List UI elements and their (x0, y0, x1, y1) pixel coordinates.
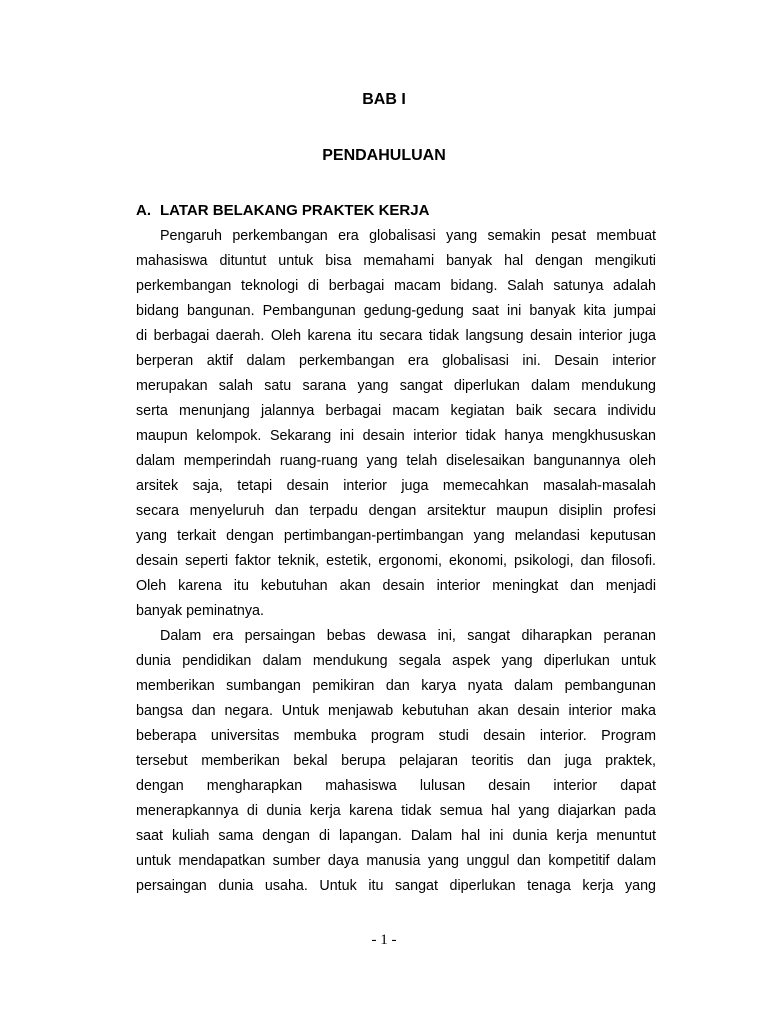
paragraph-line: desain seperti faktor teknik, estetik, ergonomi, ekonomi, psikologi, dan filosofi. (136, 553, 656, 569)
paragraph-line: memberikan sumbangan pemikiran dan karya nyata dalam pembangunan (136, 678, 656, 694)
paragraph-line: bidang bangunan. Pembangunan gedung-gedung saat ini banyak kita jumpai (136, 303, 656, 319)
paragraph-line: bangsa dan negara. Untuk menjawab kebutuhan akan desain interior maka (136, 703, 656, 719)
paragraph-line: di berbagai daerah. Oleh karena itu secara tidak langsung desain interior juga (136, 328, 656, 344)
paragraph-line: Oleh karena itu kebutuhan akan desain interior meningkat dan menjadi (136, 578, 656, 594)
paragraph-line: merupakan salah satu sarana yang sangat diperlukan dalam mendukung (136, 378, 656, 394)
paragraph-line: secara menyeluruh dan terpadu dengan arsitektur maupun disiplin profesi (136, 503, 656, 519)
section-title: LATAR BELAKANG PRAKTEK KERJA (160, 202, 430, 219)
section-number: A. (136, 202, 151, 219)
paragraph-line: untuk mendapatkan sumber daya manusia yang unggul dan kompetitif dalam (136, 853, 656, 869)
chapter-title: PENDAHULUAN (322, 147, 446, 164)
paragraph-line: Dalam era persaingan bebas dewasa ini, sangat diharapkan peranan (160, 628, 656, 644)
paragraph-line: menerapkannya di dunia kerja karena tidak semua hal yang diajarkan pada (136, 803, 656, 819)
paragraph-line: dalam memperindah ruang-ruang yang telah diselesaikan bangunannya oleh (136, 453, 656, 469)
paragraph-line: banyak peminatnya. (136, 603, 264, 619)
section-heading (136, 201, 656, 221)
paragraph-line: dunia pendidikan dalam mendukung segala aspek yang diperlukan untuk (136, 653, 656, 669)
paragraph-line: saat kuliah sama dengan di lapangan. Dalam hal ini dunia kerja menuntut (136, 828, 656, 844)
paragraph-line: berperan aktif dalam perkembangan era globalisasi ini. Desain interior (136, 353, 656, 369)
paragraph-line: dengan mengharapkan mahasiswa lulusan desain interior dapat (136, 778, 656, 794)
paragraph-line: mahasiswa dituntut untuk bisa memahami banyak hal dengan mengikuti (136, 253, 656, 269)
paragraph-line: perkembangan teknologi di berbagai macam bidang. Salah satunya adalah (136, 278, 656, 294)
paragraph-line: maupun kelompok. Sekarang ini desain interior tidak hanya mengkhususkan (136, 428, 656, 444)
paragraph-line: arsitek saja, tetapi desain interior juga memecahkan masalah-masalah (136, 478, 656, 494)
paragraph-line: Pengaruh perkembangan era globalisasi yang semakin pesat membuat (160, 228, 656, 244)
paragraph-line: yang terkait dengan pertimbangan-pertimbangan yang melandasi keputusan (136, 528, 656, 544)
page-number: - 1 - (371, 932, 397, 948)
paragraph-line: persaingan dunia usaha. Untuk itu sangat diperlukan tenaga kerja yang (136, 878, 656, 894)
paragraph-line: beberapa universitas membuka program studi desain interior. Program (136, 728, 656, 744)
paragraph-line: tersebut memberikan bekal berupa pelajaran teoritis dan juga praktek, (136, 753, 656, 769)
paragraph-line: serta menunjang jalannya berbagai macam kegiatan baik secara individu (136, 403, 656, 419)
chapter-heading: BAB I (362, 91, 406, 108)
